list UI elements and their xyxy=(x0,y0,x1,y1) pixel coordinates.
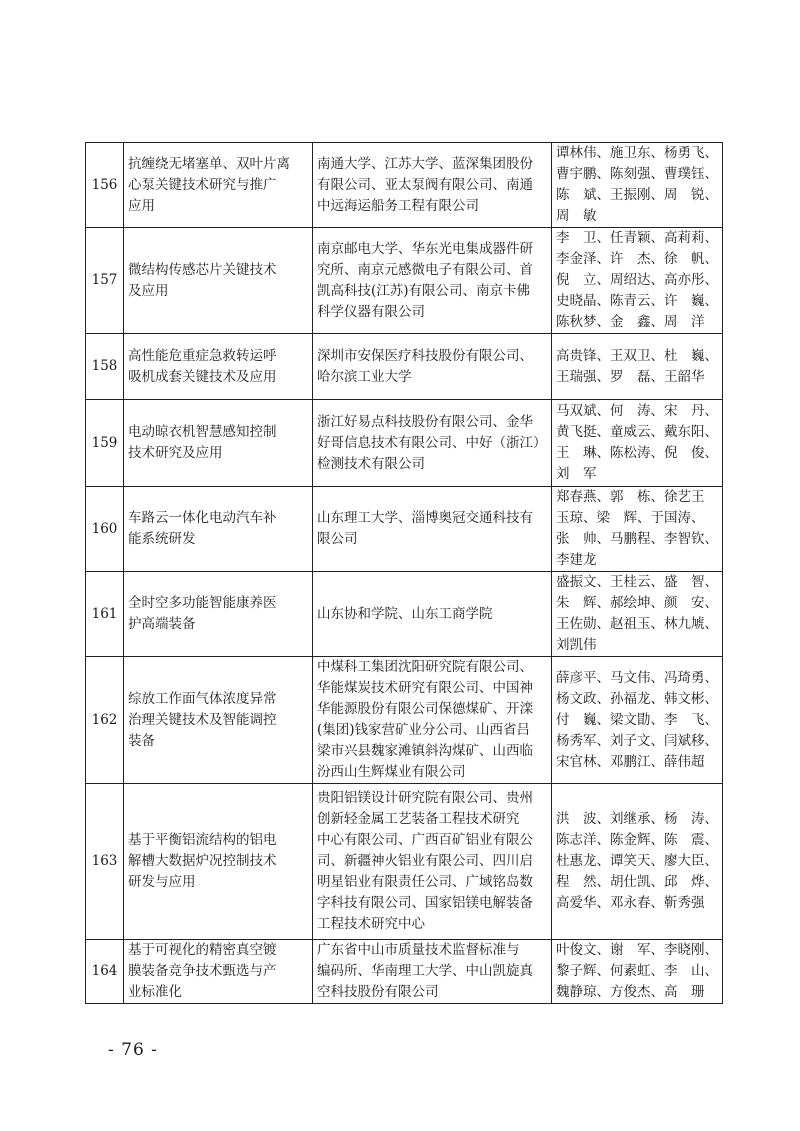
people-line: 付 巍、梁文勖、李 飞、 xyxy=(556,711,718,728)
people-line: 李建龙 xyxy=(556,552,597,568)
title-line: 技术研究及应用 xyxy=(128,445,223,461)
personnel-cell xyxy=(552,784,723,940)
org-line: 科学仪器有限公司 xyxy=(317,303,425,320)
people-line: 陈志洋、陈金辉、陈 震、 xyxy=(556,832,718,848)
org-line: 字科技有限公司、国家铝镁电解装备 xyxy=(317,895,533,911)
org-line: 司、新疆神火铝业有限公司、四川启 xyxy=(317,853,533,869)
organizations-cell xyxy=(313,334,552,400)
table-row xyxy=(86,487,723,572)
project-title-cell xyxy=(124,784,313,940)
row-number: 163 xyxy=(86,784,124,940)
people-line: 周 敏 xyxy=(556,208,597,224)
personnel-cell xyxy=(552,228,723,334)
awards-table xyxy=(85,142,723,1004)
org-line: 梁市兴县魏家滩镇斜沟煤矿、山西临 xyxy=(317,743,533,759)
people-line: 刘 军 xyxy=(556,466,597,482)
people-line: 杜惠龙、谭笑天、廖大臣、 xyxy=(556,853,718,869)
title-line: 业标准化 xyxy=(128,984,182,1000)
title-line: 电动晾衣机智慧感知控制 xyxy=(128,424,277,440)
organizations-cell xyxy=(313,940,552,1004)
org-line: 南京邮电大学、华东光电集成器件研 xyxy=(317,240,533,257)
people-line: 高贵锋、王双卫、杜 巍、 xyxy=(556,347,718,364)
org-line: 浙江好易点科技股份有限公司、金华 xyxy=(317,413,533,430)
title-line: 治理关键技术及智能调控 xyxy=(128,711,277,728)
project-title-cell xyxy=(124,143,313,228)
table-row xyxy=(86,143,723,228)
table-row xyxy=(86,657,723,784)
people-line: 刘凯伟 xyxy=(556,637,597,653)
people-line: 高爱华、邓永春、靳秀强 xyxy=(556,895,705,911)
people-line: 魏静琼、方俊杰、高 珊 xyxy=(556,984,705,1000)
awards-table-body xyxy=(86,143,723,1004)
people-line: 王 琳、陈松涛、倪 俊、 xyxy=(556,445,718,461)
org-line: 汾西山生辉煤业有限公司 xyxy=(317,764,466,780)
org-line: 检测技术有限公司 xyxy=(317,455,425,472)
people-line: 史晓晶、陈青云、许 巍、 xyxy=(556,293,718,309)
org-line: 明星铝业有限责任公司、广域铭岛数 xyxy=(317,874,533,890)
title-line: 解槽大数据炉况控制技术 xyxy=(128,853,277,869)
org-line: 深圳市安保医疗科技股份有限公司、 xyxy=(317,347,533,364)
people-line: 朱 辉、郝绘坤、颜 安、 xyxy=(556,595,718,611)
people-line: 杨秀军、刘子文、闫斌移、 xyxy=(556,732,718,749)
project-title-cell xyxy=(124,657,313,784)
row-number: 156 xyxy=(86,143,124,228)
org-line: 编码所、华南理工大学、中山凯旋真 xyxy=(317,963,533,979)
project-title-cell xyxy=(124,572,313,657)
org-line: 究所、南京元感微电子有限公司、首 xyxy=(317,261,533,278)
people-line: 薛彦平、马文伟、冯琦勇、 xyxy=(556,669,718,686)
people-line: 杨文政、孙福龙、韩文彬、 xyxy=(556,690,718,707)
org-line: 有限公司、亚太泵阀有限公司、南通 xyxy=(317,176,533,193)
org-line: 中远海运船务工程有限公司 xyxy=(317,197,479,214)
people-line: 张 帅、马鹏程、李智钦、 xyxy=(556,531,718,547)
row-number: 162 xyxy=(86,657,124,784)
people-line: 程 然、胡仕凯、邱 烨、 xyxy=(556,874,718,890)
title-line: 高性能危重症急救转运呼 xyxy=(128,347,277,364)
personnel-cell xyxy=(552,400,723,487)
org-line: (集团)钱家营矿业分公司、山西省吕 xyxy=(317,722,531,738)
org-line: 山东理工大学、淄博奥冠交通科技有 xyxy=(317,510,533,526)
personnel-cell xyxy=(552,572,723,657)
people-line: 李金泽、许 杰、徐 帆、 xyxy=(556,251,718,267)
table-row xyxy=(86,228,723,334)
org-line: 空科技股份有限公司 xyxy=(317,984,439,1000)
personnel-cell xyxy=(552,940,723,1004)
page-number: - 76 - xyxy=(108,1040,158,1060)
table-row xyxy=(86,334,723,400)
organizations-cell xyxy=(313,400,552,487)
organizations-cell xyxy=(313,784,552,940)
people-line: 黎子辉、何素虹、李 山、 xyxy=(556,963,718,979)
project-title-cell xyxy=(124,940,313,1004)
people-line: 黄飞挺、童威云、戴东阳、 xyxy=(556,424,718,440)
org-line: 工程技术研究中心 xyxy=(317,916,425,932)
org-line: 创新轻金属工艺装备工程技术研究 xyxy=(317,811,520,827)
org-line: 哈尔滨工业大学 xyxy=(317,368,412,385)
title-line: 车路云一体化电动汽车补 xyxy=(128,510,277,526)
title-line: 膜装备竞争技术甄选与产 xyxy=(128,963,277,979)
org-line: 中煤科工集团沈阳研究院有限公司、 xyxy=(317,659,533,675)
title-line: 全时空多功能智能康养医 xyxy=(128,595,277,611)
people-line: 叶俊文、谢 军、李晓刚、 xyxy=(556,942,718,958)
title-line: 微结构传感芯片关键技术 xyxy=(128,261,277,278)
people-line: 谭林伟、施卫东、杨勇飞、 xyxy=(556,145,718,161)
org-line: 限公司 xyxy=(317,531,358,547)
project-title-cell xyxy=(124,487,313,572)
people-line: 王瑞强、罗 磊、王韶华 xyxy=(556,368,705,385)
personnel-cell xyxy=(552,143,723,228)
org-line: 好哥信息技术有限公司、中好（浙江） xyxy=(317,434,547,451)
project-title-cell xyxy=(124,400,313,487)
organizations-cell xyxy=(313,143,552,228)
personnel-cell xyxy=(552,487,723,572)
table-row xyxy=(86,400,723,487)
people-line: 宋官林、邓鹏江、薛伟超 xyxy=(556,753,705,770)
title-line: 心泵关键技术研究与推广 xyxy=(128,176,277,193)
row-number: 164 xyxy=(86,940,124,1004)
title-line: 基于可视化的精密真空镀 xyxy=(128,942,277,958)
title-line: 基于平衡铝流结构的铝电 xyxy=(128,832,277,848)
org-line: 华能源股份有限公司保德煤矿、开滦 xyxy=(317,701,533,717)
org-line: 南通大学、江苏大学、蓝深集团股份 xyxy=(317,155,533,172)
title-line: 及应用 xyxy=(128,282,169,299)
people-line: 洪 波、刘继承、杨 涛、 xyxy=(556,811,718,827)
title-line: 综放工作面气体浓度异常 xyxy=(128,690,277,707)
project-title-cell xyxy=(124,334,313,400)
title-line: 研发与应用 xyxy=(128,874,196,890)
title-line: 抗缠绕无堵塞单、双叶片离 xyxy=(128,155,290,172)
org-line: 广东省中山市质量技术监督标准与 xyxy=(317,942,520,958)
people-line: 马双斌、何 涛、宋 丹、 xyxy=(556,403,718,419)
people-line: 曹宇鹏、陈刻强、曹璞钰、 xyxy=(556,166,718,182)
row-number: 158 xyxy=(86,334,124,400)
row-number: 161 xyxy=(86,572,124,657)
org-line: 凯高科技(江苏)有限公司、南京卡佛 xyxy=(317,282,531,299)
table-row xyxy=(86,784,723,940)
organizations-cell xyxy=(313,572,552,657)
personnel-cell xyxy=(552,334,723,400)
organizations-cell xyxy=(313,228,552,334)
org-line: 山东协和学院、山东工商学院 xyxy=(317,605,493,622)
people-line: 陈 斌、王振刚、周 锐、 xyxy=(556,187,718,203)
personnel-cell xyxy=(552,657,723,784)
people-line: 李 卫、任青颖、高莉莉、 xyxy=(556,230,718,246)
people-line: 王佐勋、赵祖玉、林九虓、 xyxy=(556,616,718,632)
table-row xyxy=(86,572,723,657)
title-line: 装备 xyxy=(128,732,155,749)
people-line: 倪 立、周绍达、高亦彤、 xyxy=(556,272,718,288)
row-number: 160 xyxy=(86,487,124,572)
people-line: 郑春燕、郭 栋、徐艺王 xyxy=(556,489,705,505)
org-line: 贵阳铝镁设计研究院有限公司、贵州 xyxy=(317,790,533,806)
title-line: 能系统研发 xyxy=(128,531,196,547)
people-line: 玉琼、梁 辉、于国涛、 xyxy=(556,510,705,526)
org-line: 中心有限公司、广西百矿铝业有限公 xyxy=(317,832,533,848)
title-line: 应用 xyxy=(128,197,155,214)
organizations-cell xyxy=(313,657,552,784)
title-line: 护高端装备 xyxy=(128,616,196,632)
people-line: 陈秋梦、金 鑫、周 洋 xyxy=(556,314,705,330)
title-line: 吸机成套关键技术及应用 xyxy=(128,368,277,385)
organizations-cell xyxy=(313,487,552,572)
row-number: 157 xyxy=(86,228,124,334)
row-number: 159 xyxy=(86,400,124,487)
table-row xyxy=(86,940,723,1004)
people-line: 盛振文、王桂云、盛 智、 xyxy=(556,574,718,590)
project-title-cell xyxy=(124,228,313,334)
org-line: 华能煤炭技术研究有限公司、中国神 xyxy=(317,680,533,696)
